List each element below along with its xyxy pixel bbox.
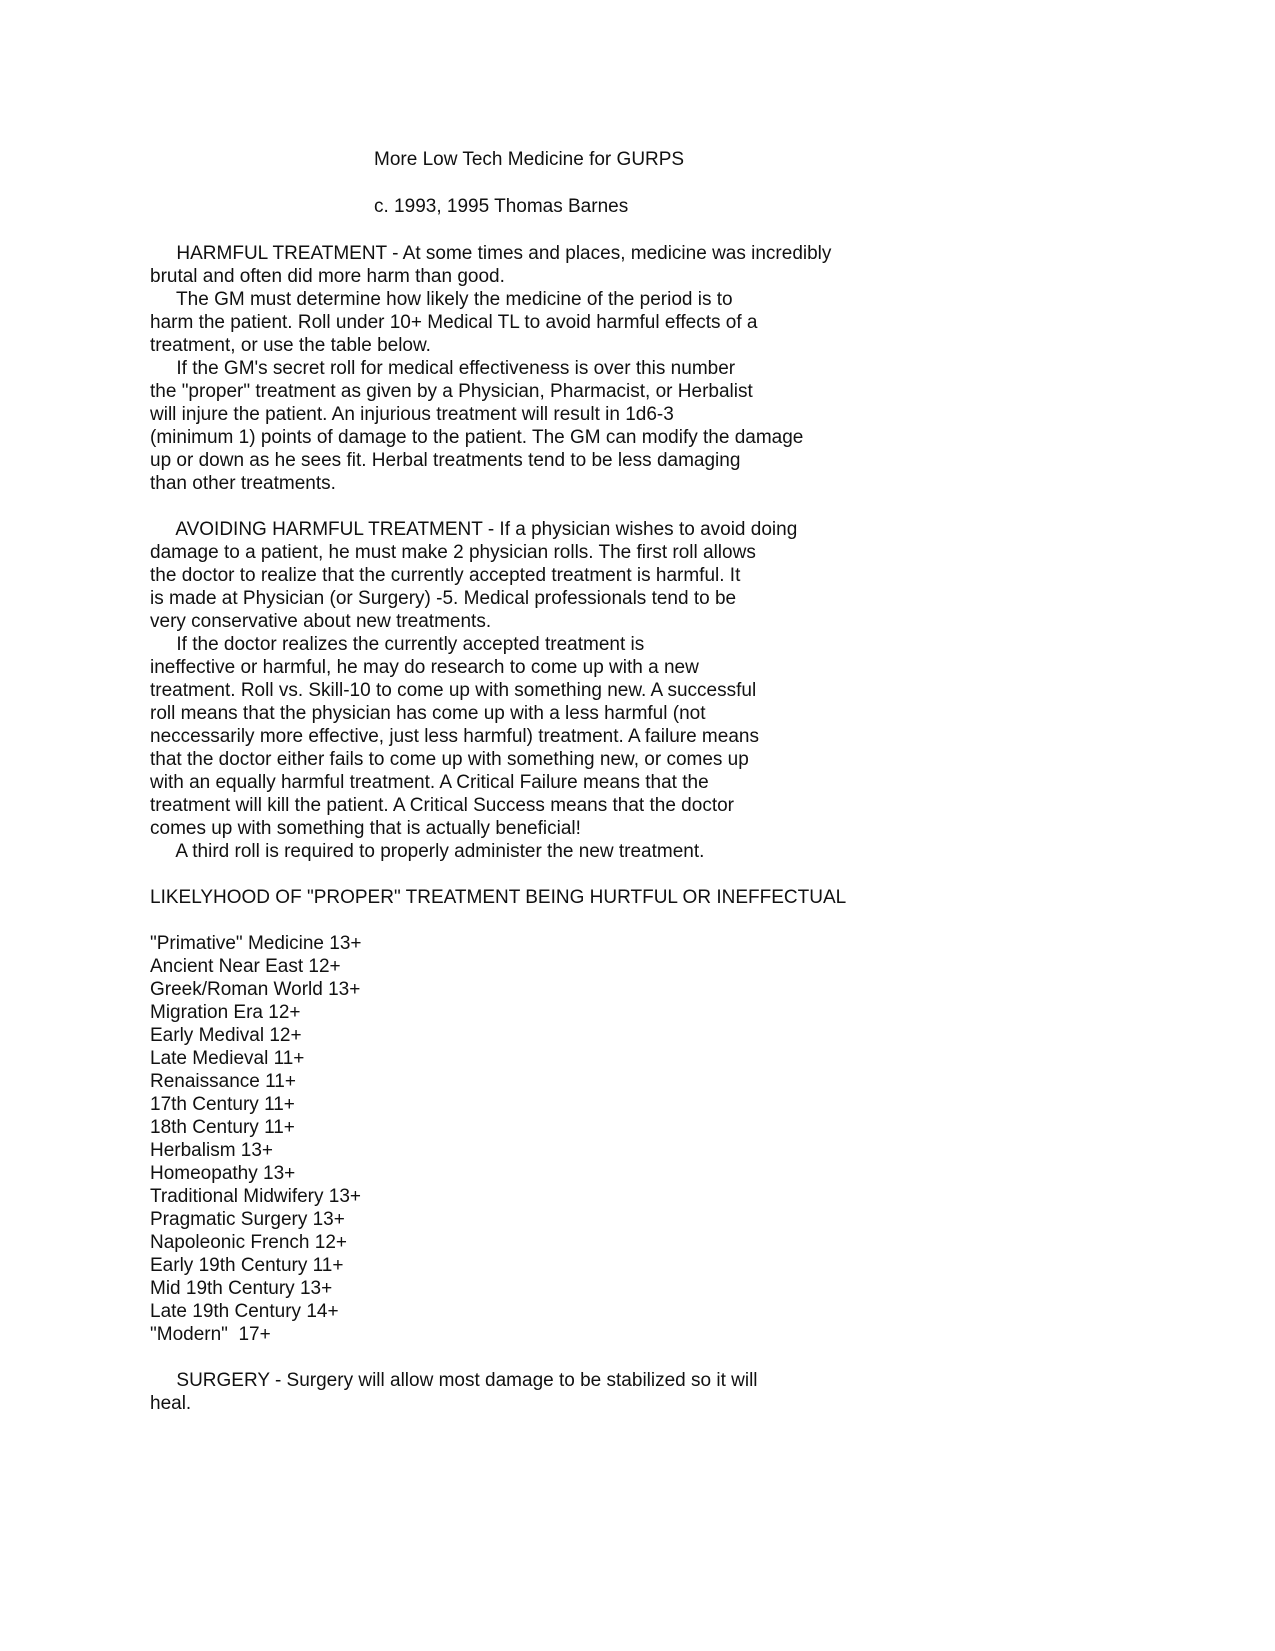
likelihood-entry: Late 19th Century 14+ <box>150 1301 339 1322</box>
avoiding-line: damage to a patient, he must make 2 physician rolls. The first roll allows <box>150 542 756 563</box>
avoiding-line: with an equally harmful treatment. A Critical Failure means that the <box>150 772 709 793</box>
harmful-line: than other treatments. <box>150 473 336 494</box>
likelihood-entry: Herbalism 13+ <box>150 1140 274 1161</box>
likelihood-entry: Renaissance 11+ <box>150 1071 296 1092</box>
harmful-line: If the GM's secret roll for medical effectiveness is over this number <box>150 358 736 379</box>
likelihood-entry: "Modern" 17+ <box>150 1324 271 1345</box>
harmful-line: HARMFUL TREATMENT - At some times and places, medicine was incredibly <box>150 243 832 264</box>
likelihood-heading: LIKELYHOOD OF "PROPER" TREATMENT BEING HURTFUL OR INEFFECTUAL <box>150 887 847 908</box>
likelihood-entry: 17th Century 11+ <box>150 1094 295 1115</box>
surgery-line: heal. <box>150 1393 192 1414</box>
harmful-line: the "proper" treatment as given by a Physician, Pharmacist, or Herbalist <box>150 381 753 402</box>
avoiding-line: If the doctor realizes the currently accepted treatment is <box>150 634 645 655</box>
likelihood-entry: Late Medieval 11+ <box>150 1048 305 1069</box>
likelihood-entry: Traditional Midwifery 13+ <box>150 1186 362 1207</box>
likelihood-entry: Early 19th Century 11+ <box>150 1255 344 1276</box>
harmful-line: up or down as he sees fit. Herbal treatments tend to be less damaging <box>150 450 741 471</box>
avoiding-line: very conservative about new treatments. <box>150 611 492 632</box>
avoiding-line: treatment will kill the patient. A Critical Success means that the doctor <box>150 795 734 816</box>
likelihood-entry: "Primative" Medicine 13+ <box>150 933 362 954</box>
avoiding-line: ineffective or harmful, he may do research to come up with a new <box>150 657 699 678</box>
harmful-line: brutal and often did more harm than good. <box>150 266 505 287</box>
avoiding-line: AVOIDING HARMFUL TREATMENT - If a physician wishes to avoid doing <box>150 519 798 540</box>
avoiding-line: treatment. Roll vs. Skill-10 to come up with something new. A successful <box>150 680 757 701</box>
avoiding-line: comes up with something that is actually beneficial! <box>150 818 581 839</box>
document-title: More Low Tech Medicine for GURPS <box>374 149 685 170</box>
likelihood-entry: Early Medival 12+ <box>150 1025 302 1046</box>
harmful-line: will injure the patient. An injurious treatment will result in 1d6-3 <box>150 404 674 425</box>
harmful-line: (minimum 1) points of damage to the patient. The GM can modify the damage <box>150 427 804 448</box>
likelihood-entry: Mid 19th Century 13+ <box>150 1278 333 1299</box>
likelihood-entry: Ancient Near East 12+ <box>150 956 341 977</box>
avoiding-line: neccessarily more effective, just less harmful) treatment. A failure means <box>150 726 759 747</box>
avoiding-line: is made at Physician (or Surgery) -5. Medical professionals tend to be <box>150 588 737 609</box>
avoiding-line: roll means that the physician has come up with a less harmful (not <box>150 703 706 724</box>
harmful-line: harm the patient. Roll under 10+ Medical TL to avoid harmful effects of a <box>150 312 758 333</box>
document-byline: c. 1993, 1995 Thomas Barnes <box>374 196 629 217</box>
likelihood-entry: Greek/Roman World 13+ <box>150 979 361 1000</box>
likelihood-entry: Homeopathy 13+ <box>150 1163 296 1184</box>
likelihood-entry: Napoleonic French 12+ <box>150 1232 347 1253</box>
avoiding-line: A third roll is required to properly administer the new treatment. <box>150 841 705 862</box>
harmful-line: The GM must determine how likely the medicine of the period is to <box>150 289 733 310</box>
likelihood-entry: Pragmatic Surgery 13+ <box>150 1209 345 1230</box>
harmful-line: treatment, or use the table below. <box>150 335 431 356</box>
avoiding-line: the doctor to realize that the currently accepted treatment is harmful. It <box>150 565 741 586</box>
surgery-line: SURGERY - Surgery will allow most damage to be stabilized so it will <box>150 1370 758 1391</box>
avoiding-line: that the doctor either fails to come up with something new, or comes up <box>150 749 749 770</box>
likelihood-entry: Migration Era 12+ <box>150 1002 301 1023</box>
likelihood-entry: 18th Century 11+ <box>150 1117 295 1138</box>
